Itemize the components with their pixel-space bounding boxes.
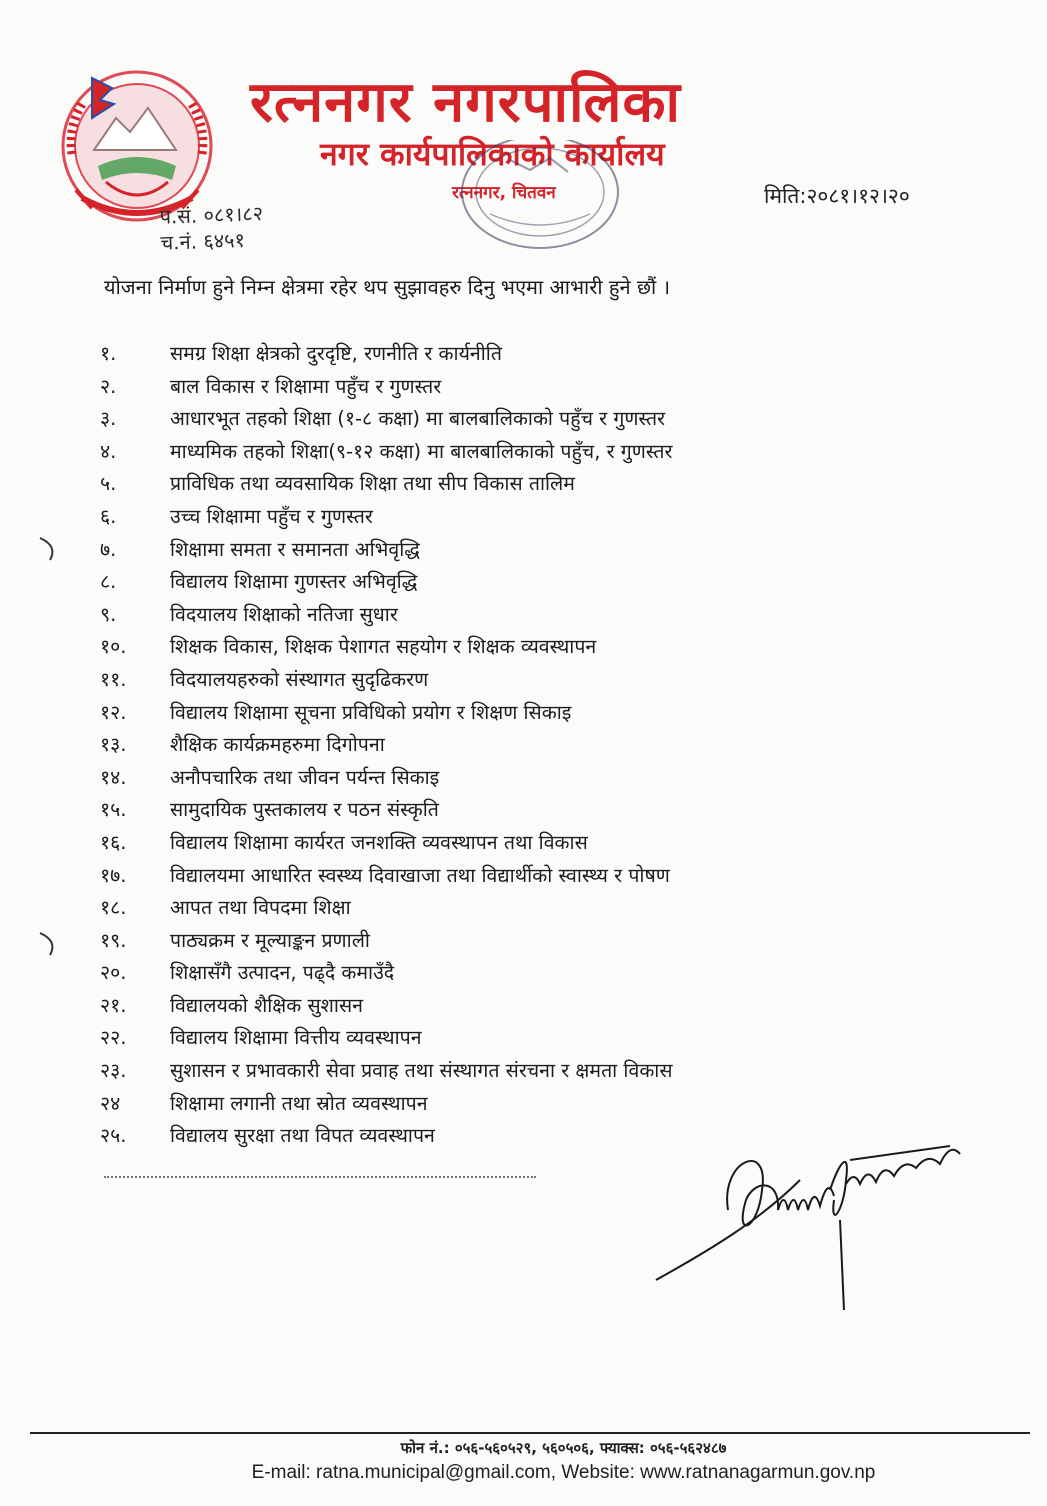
- official-stamp-icon: [430, 140, 630, 270]
- item-number: ८.: [100, 570, 117, 594]
- list-item: [100, 631, 880, 664]
- item-text: शिक्षासँगै उत्पादन, पढ्दै कमाउँदै: [170, 961, 395, 985]
- item-number: १७.: [100, 863, 127, 887]
- item-text: सामुदायिक पुस्तकालय र पठन संस्कृति: [170, 798, 439, 822]
- list-item: [100, 566, 880, 599]
- list-item: [100, 925, 880, 958]
- list-item: [100, 827, 880, 860]
- item-number: १६.: [100, 830, 127, 854]
- item-number: २२.: [100, 1026, 127, 1050]
- item-text: शिक्षक विकास, शिक्षक पेशागत सहयोग र शिक्षक व्यवस्थापन: [170, 635, 597, 659]
- item-number: ६.: [100, 504, 117, 528]
- item-text: अनौपचारिक तथा जीवन पर्यन्त सिकाइ: [170, 765, 440, 789]
- item-text: विद्यालय शिक्षामा वित्तीय व्यवस्थापन: [170, 1026, 422, 1050]
- item-number: २१.: [100, 993, 127, 1017]
- item-text: आधारभूत तहको शिक्षा (१-८ कक्षा) मा बालबालिकाको पहुँच र गुणस्तर: [170, 407, 666, 431]
- list-item: [100, 762, 880, 795]
- item-number: ५.: [100, 472, 117, 496]
- item-text: विद्यालयमा आधारित स्वस्थ्य दिवाखाजा तथा विद्यार्थीको स्वास्थ्य र पोषण: [170, 863, 670, 887]
- footer-contact: E-mail: ratna.municipal@gmail.com, Website: www.ratnanagarmun.gov.np: [251, 1462, 876, 1483]
- item-text: विदयालयहरुको संस्थागत सुदृढिकरण: [170, 667, 429, 691]
- item-number: १५.: [100, 798, 127, 822]
- list-item: [100, 697, 880, 730]
- reference-number: प.सं. ०८१।८२: [159, 201, 264, 229]
- reference-block: [159, 200, 264, 256]
- suggestion-topic-list: [100, 338, 880, 1153]
- municipality-title: रत्ननगर नगरपालिका: [250, 70, 681, 135]
- item-text: विद्यालय शिक्षामा कार्यरत जनशक्ति व्यवस्थापन तथा विकास: [170, 830, 588, 854]
- list-item: [100, 990, 880, 1023]
- item-number: २४: [100, 1091, 121, 1115]
- item-text: शिक्षामा समता र समानता अभिवृद्धि: [170, 537, 420, 561]
- list-item: [100, 957, 880, 990]
- item-text: विद्यालय सुरक्षा तथा विपत व्यवस्थापन: [170, 1124, 435, 1148]
- dispatch-number: च.नं. ६४५१: [160, 227, 246, 255]
- item-text: शिक्षामा लगानी तथा स्रोत व्यवस्थापन: [170, 1091, 428, 1115]
- item-number: ११.: [100, 667, 127, 691]
- item-text: पाठ्यक्रम र मूल्याङ्कन प्रणाली: [170, 928, 370, 952]
- item-text: आपत तथा विपदमा शिक्षा: [170, 896, 351, 920]
- item-text: समग्र शिक्षा क्षेत्रको दुरदृष्टि, रणनीति र कार्यनीति: [170, 342, 502, 365]
- item-text: विद्यालय शिक्षामा गुणस्तर अभिवृद्धि: [170, 570, 418, 594]
- item-number: १०.: [100, 635, 127, 659]
- list-item: [100, 436, 880, 469]
- office-address: रत्ननगर, चितवन: [452, 183, 556, 203]
- list-item: [100, 599, 880, 632]
- item-number: ९.: [100, 602, 117, 626]
- item-number: ३.: [100, 407, 117, 431]
- item-text: उच्च शिक्षामा पहुँच र गुणस्तर: [170, 504, 373, 528]
- item-number: १३.: [100, 733, 127, 757]
- item-number: २.: [100, 374, 117, 398]
- list-item: [100, 371, 880, 404]
- list-item: [100, 729, 880, 762]
- list-item: [100, 892, 880, 925]
- list-item: [100, 1022, 880, 1055]
- item-text: सुशासन र प्रभावकारी सेवा प्रवाह तथा संस्थागत संरचना र क्षमता विकास: [170, 1059, 673, 1083]
- list-item: [100, 501, 880, 534]
- item-text: शैक्षिक कार्यक्रमहरुमा दिगोपना: [170, 733, 385, 757]
- item-text: विदयालय शिक्षाको नतिजा सुधार: [170, 602, 398, 626]
- dotted-separator: [104, 1176, 536, 1178]
- item-text: विद्यालयको शैक्षिक सुशासन: [170, 993, 363, 1017]
- list-item: [100, 664, 880, 697]
- item-number: ४.: [100, 439, 117, 463]
- item-number: १४.: [100, 765, 127, 789]
- item-number: १२.: [100, 700, 127, 724]
- margin-mark-icon: [36, 534, 62, 564]
- office-subtitle: नगर कार्यपालिकाको कार्यालय: [320, 135, 665, 173]
- item-text: प्राविधिक तथा व्यवसायिक शिक्षा तथा सीप विकास तालिम: [170, 472, 575, 496]
- list-item: [100, 860, 880, 893]
- item-number: १९.: [100, 928, 127, 952]
- item-number: १८.: [100, 896, 127, 920]
- footer-phone: फोन नं.: ०५६-५६०५२९, ५६०५०६, फ्याक्स: ०५६-५६२४८७: [400, 1439, 727, 1457]
- list-item: [100, 468, 880, 501]
- list-item: [100, 403, 880, 436]
- footer-divider: [30, 1432, 1030, 1434]
- margin-mark-icon: [36, 929, 62, 959]
- item-number: १.: [100, 342, 117, 365]
- letter-date: मिति:२०८१।१२।२०: [764, 184, 910, 208]
- item-text: विद्यालय शिक्षामा सूचना प्रविधिको प्रयोग र शिक्षण सिकाइ: [170, 700, 572, 724]
- item-text: बाल विकास र शिक्षामा पहुँच र गुणस्तर: [170, 374, 442, 398]
- item-number: ७.: [100, 537, 117, 561]
- item-number: २५.: [100, 1124, 127, 1148]
- signature-icon: [650, 1120, 970, 1310]
- list-item: [100, 1055, 880, 1088]
- list-item: [100, 1088, 880, 1121]
- list-item: [100, 338, 880, 371]
- list-item: [100, 534, 880, 567]
- item-number: २३.: [100, 1059, 127, 1083]
- list-item: [100, 794, 880, 827]
- item-number: २०.: [100, 961, 127, 985]
- intro-paragraph: योजना निर्माण हुने निम्न क्षेत्रमा रहेर थप सुझावहरु दिनु भएमा आभारी हुने छौं ।: [104, 275, 671, 299]
- item-text: माध्यमिक तहको शिक्षा(९-१२ कक्षा) मा बालबालिकाको पहुँच, र गुणस्तर: [170, 439, 673, 463]
